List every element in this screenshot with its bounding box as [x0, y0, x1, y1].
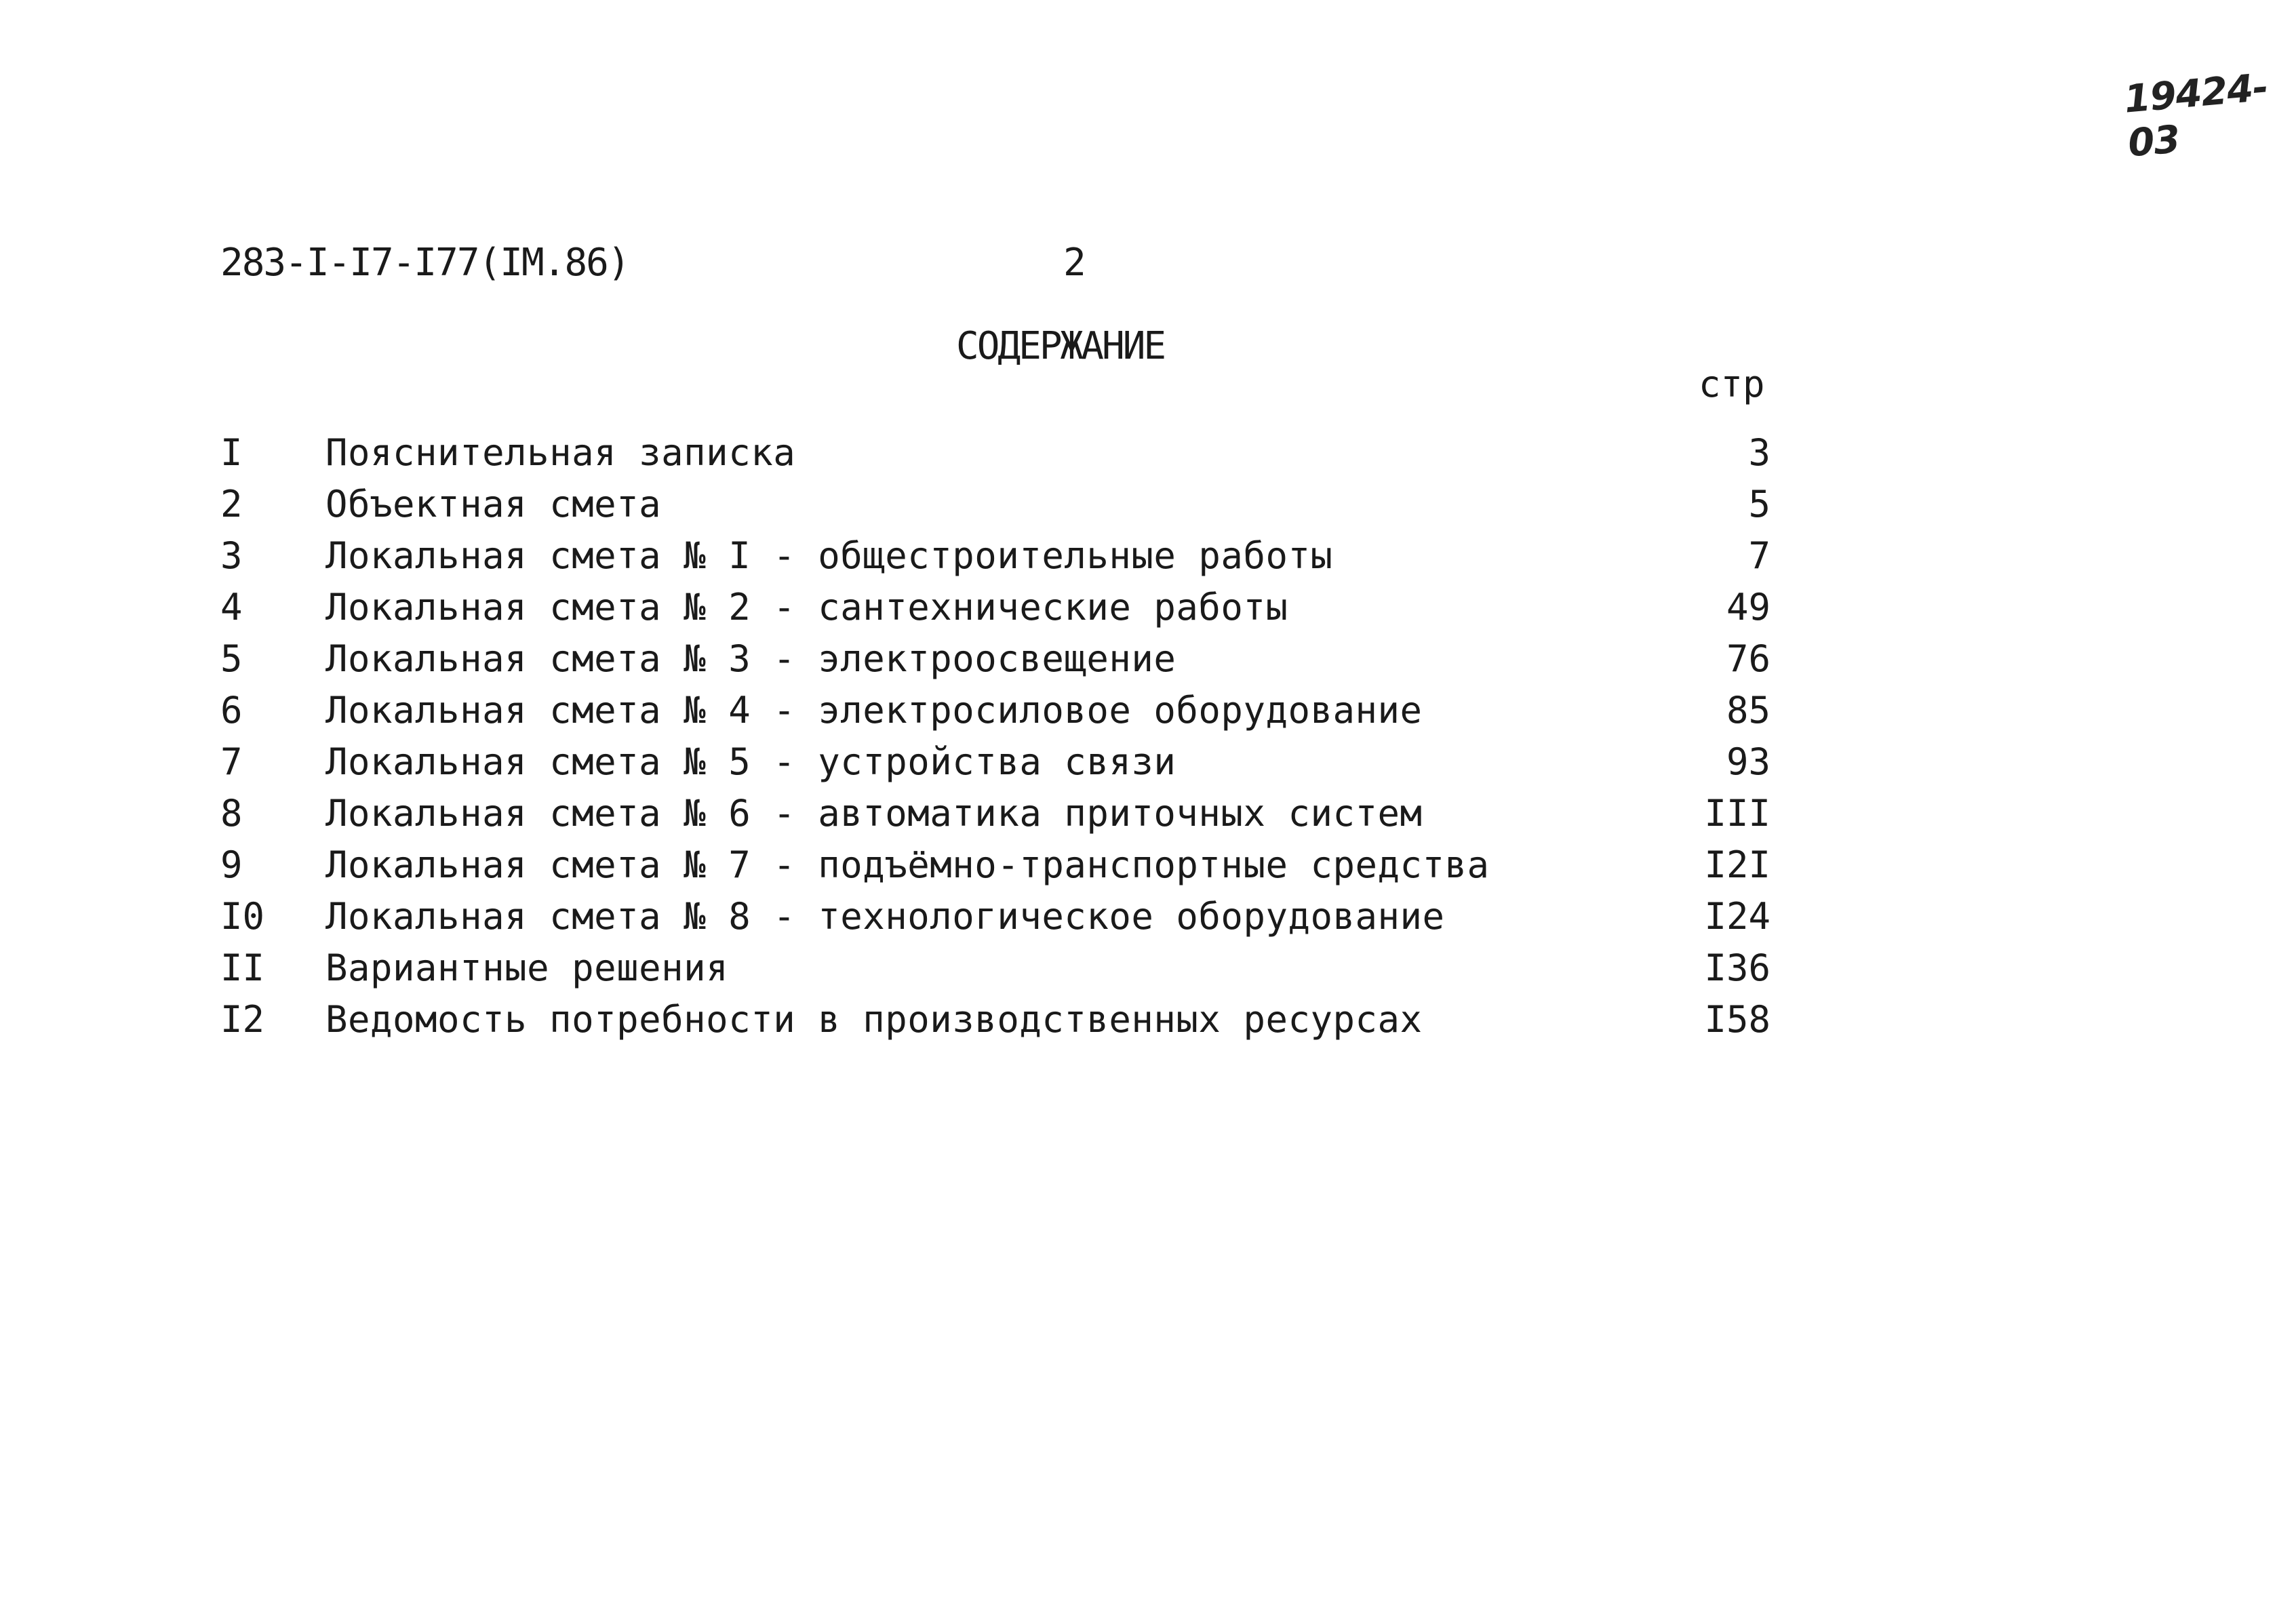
toc-item-number: 3 — [220, 534, 243, 577]
toc-row — [0, 479, 2296, 530]
toc-item-number: 6 — [220, 689, 243, 732]
toc-item-number: 2 — [220, 483, 243, 525]
toc-item-number: 8 — [220, 792, 243, 835]
toc-item-page: I24 — [1704, 895, 1770, 938]
toc-item-number: 7 — [220, 740, 243, 783]
toc-item-number: I — [220, 431, 243, 474]
toc-row — [0, 994, 2296, 1046]
toc-item-page: I58 — [1704, 998, 1770, 1041]
toc-item-number: II — [220, 947, 265, 989]
toc-row — [0, 788, 2296, 839]
toc-item-number: I0 — [220, 895, 265, 938]
toc-item-page: I36 — [1704, 947, 1770, 989]
toc-item-page: 7 — [1748, 534, 1770, 577]
toc-row — [0, 427, 2296, 479]
toc-item-title: Локальная смета № 7 - подъёмно-транспортные средства — [325, 843, 1490, 886]
toc-item-page: 3 — [1748, 431, 1770, 474]
handwritten-archive-number: 19424-03 — [2122, 65, 2270, 166]
toc-item-title: Локальная смета № 2 - сантехнические работы — [325, 586, 1288, 629]
toc-row — [0, 633, 2296, 685]
toc-item-title: Локальная смета № 6 - автоматика приточных систем — [325, 792, 1423, 835]
toc-row — [0, 736, 2296, 788]
toc-row — [0, 891, 2296, 942]
toc-item-page: I2I — [1704, 843, 1770, 886]
toc-row — [0, 685, 2296, 736]
toc-row — [0, 530, 2296, 582]
toc-title: СОДЕРЖАНИЕ — [956, 324, 1165, 368]
toc-item-title: Локальная смета № 8 - технологическое оборудование — [325, 895, 1445, 938]
toc-item-title: Локальная смета № 4 - электросиловое оборудование — [325, 689, 1423, 732]
toc-item-title: Ведомость потребности в производственных ресурсах — [325, 998, 1423, 1041]
toc-item-page: 85 — [1726, 689, 1770, 732]
toc-item-page: 5 — [1748, 483, 1770, 525]
toc-item-title: Вариантные решения — [325, 947, 729, 989]
toc-item-page: 76 — [1726, 637, 1770, 680]
toc-item-page: 49 — [1726, 586, 1770, 629]
toc-item-title: Объектная смета — [325, 483, 662, 525]
page-number: 2 — [1063, 241, 1086, 285]
toc-item-number: 5 — [220, 637, 243, 680]
toc-item-page: 93 — [1726, 740, 1770, 783]
page-column-header: стр — [1699, 363, 1765, 405]
toc-item-title: Локальная смета № I - общестроительные работы — [325, 534, 1333, 577]
document-code: 283-I-I7-I77(IM.86) — [220, 241, 629, 285]
toc-item-number: 4 — [220, 586, 243, 629]
toc-item-number: I2 — [220, 998, 265, 1041]
toc-item-number: 9 — [220, 843, 243, 886]
toc-row — [0, 582, 2296, 633]
toc-item-title: Локальная смета № 3 - электроосвещение — [325, 637, 1176, 680]
toc-item-title: Локальная смета № 5 - устройства связи — [325, 740, 1176, 783]
toc-item-page: III — [1704, 792, 1770, 835]
toc-item-title: Пояснительная записка — [325, 431, 796, 474]
toc-row — [0, 839, 2296, 891]
toc-row — [0, 942, 2296, 994]
